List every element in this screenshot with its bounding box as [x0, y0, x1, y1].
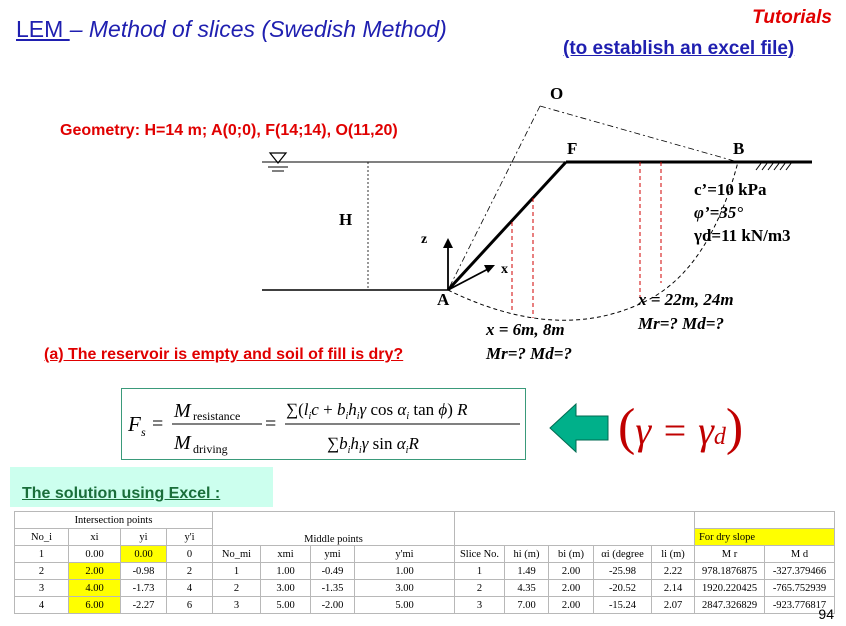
excel-sheet — [14, 511, 835, 614]
solution-header-text: The solution using Excel : — [22, 485, 221, 502]
unit-weight-text: γd=11 kN/m3 — [694, 226, 791, 245]
svg-text:M: M — [174, 432, 191, 454]
point-b-label: B — [733, 139, 745, 158]
point-f-label: F — [567, 139, 578, 158]
table-row: 1 0.00 0.00 0 No_mi xmi ymi y'mi Slice No. hi (m) bi (m) αi (degree li (m) M r M d — [15, 546, 835, 563]
z-axis-label: z — [421, 232, 428, 247]
svg-text:driving: driving — [193, 442, 228, 456]
gamma-equals-gamma-d: (γ = γd) — [618, 399, 744, 456]
slices-left-note — [486, 318, 572, 366]
point-a-label: A — [437, 290, 450, 309]
cohesion-text: c’=10 kPa — [694, 180, 767, 199]
point-o-label: O — [550, 84, 564, 103]
page-number: 94 — [818, 606, 834, 622]
table-row — [15, 512, 835, 529]
svg-text:∑(lic + bihiγ cos αi tan ϕ) R: $\sum(l_ic + b_ih_i\gamma$ $\cos \alpha_i$ tan ϕ) R — [286, 400, 468, 422]
subtitle-link: (to establish an excel file) — [563, 38, 795, 59]
formula-svg — [122, 389, 525, 459]
tutorials-label: Tutorials — [752, 7, 832, 28]
title-lem: LEM — [16, 16, 70, 42]
x-axis — [448, 268, 490, 290]
table-row: 4 6.00 -2.27 6 3 5.00 -2.00 5.00 3 7.00 2.00 -15.24 2.07 2847.326829 -923.776817 — [15, 597, 835, 614]
radius-line-oa — [448, 106, 540, 290]
factor-of-safety-formula — [121, 388, 526, 460]
slices-left-moments: Mr=? Md=? — [486, 344, 572, 363]
table-row: 2 2.00 -0.98 2 1 1.00 -0.49 1.00 1 1.49 2.00 -25.98 2.22 978.1876875 -327.379466 — [15, 563, 835, 580]
svg-text:s: s — [141, 425, 146, 439]
slices-left-x: x = 6m, 8m — [486, 320, 565, 339]
table-row: No_i xi yi y'i For dry slope — [15, 529, 835, 546]
title-rest: – Method of slices (Swedish Method) — [69, 16, 447, 42]
soil-properties — [694, 178, 791, 247]
intersection-title: Intersection points — [15, 512, 213, 529]
slices-right-moments: Mr=? Md=? — [638, 314, 724, 333]
svg-text:M: M — [174, 400, 191, 422]
x-axis-label: x — [501, 262, 508, 277]
question-text: (a) The reservoir is empty and soil of fill is dry? — [44, 346, 404, 363]
svg-text:resistance: resistance — [193, 409, 241, 423]
green-arrow-icon — [548, 400, 610, 456]
middle-title: Middle points — [213, 512, 455, 546]
slices-right-note — [638, 288, 734, 336]
svg-text:∑bihiγ sin αiR: $\sum b_ih_i\gamma$ $\sin \alpha_iR$ — [327, 434, 419, 456]
svg-text:F: F — [128, 412, 141, 436]
svg-text:=: = — [265, 413, 277, 435]
excel-table — [14, 511, 835, 614]
slices-right-x: x = 22m, 24m — [638, 290, 734, 309]
table-row: 3 4.00 -1.73 4 2 3.00 -1.35 3.00 2 4.35 2.00 -20.52 2.14 1920.220425 -765.752939 — [15, 580, 835, 597]
svg-text:=: = — [152, 413, 164, 435]
height-label: H — [339, 210, 353, 229]
dry-slope-label: For dry slope — [695, 529, 835, 546]
geometry-text: Geometry: H=14 m; A(0;0), F(14;14), O(11,20) — [60, 122, 398, 139]
friction-angle-text: φ’=35° — [694, 203, 744, 222]
